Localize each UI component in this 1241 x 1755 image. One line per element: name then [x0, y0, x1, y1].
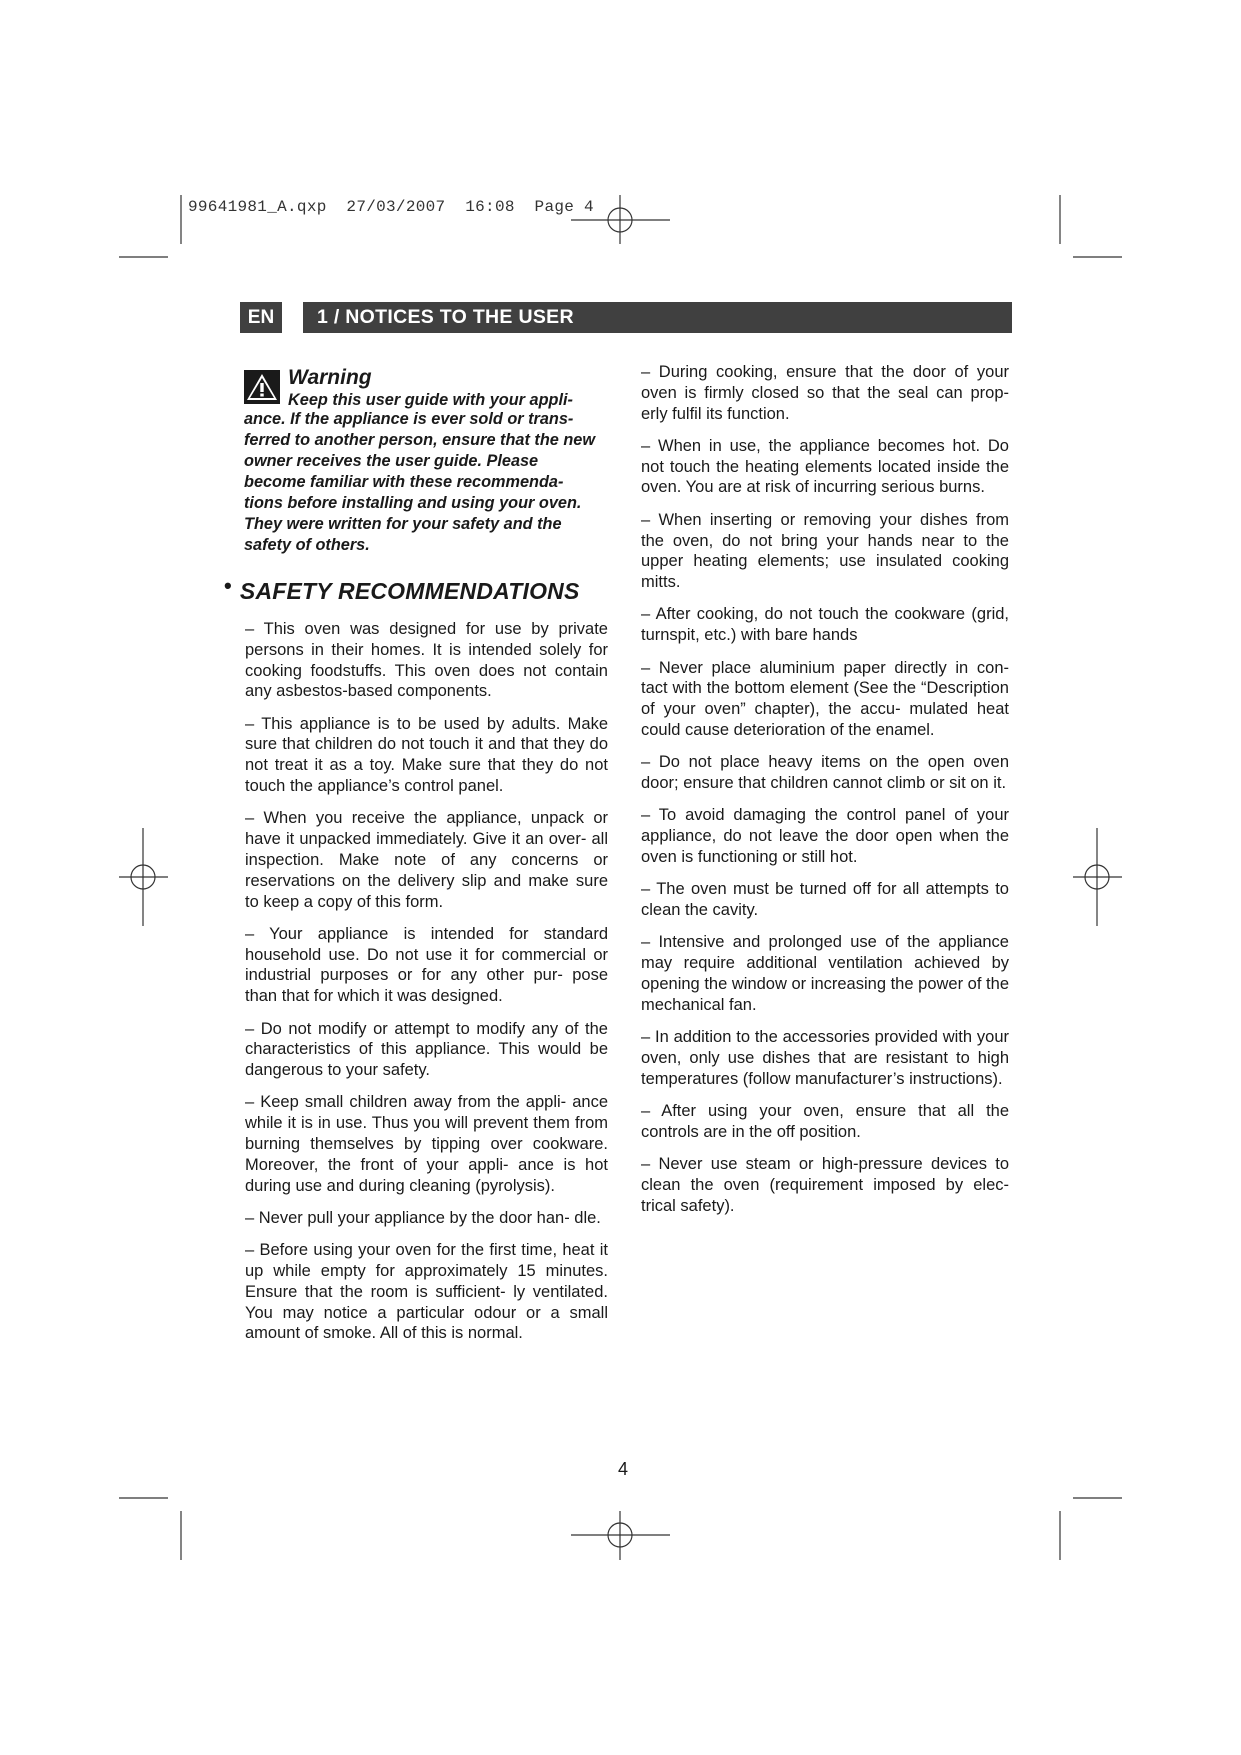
warning-triangle-icon	[244, 370, 280, 404]
paragraph: – During cooking, ensure that the door of your oven is firmly closed so that the seal can prop- erly fulfil its function.	[641, 363, 1009, 423]
warning-text: ance. If the appliance is ever sold or trans- ferred to another person, ensure that the new owner receives the user guide. Please become familiar with these recommenda- tions before installing and using your oven. They were written for your safety and the safety of others.	[244, 410, 596, 554]
paragraph: – Intensive and prolonged use of the appliance may require additional ventilation achieved by opening the window or increasing the power of the mechanical fan.	[641, 933, 1009, 1014]
paragraph: – Before using your oven for the first time, heat it up while empty for approximately 15 minutes. Ensure that the room is sufficient- ly ventilated. You may notice a particular odour or a small amount of smoke. All of this is normal.	[245, 1241, 608, 1343]
paragraph: – After cooking, do not touch the cookware (grid, turnspit, etc.) with bare hands	[641, 605, 1009, 645]
paragraph: – This oven was designed for use by private persons in their homes. It is intended solely for cooking foodstuffs. This oven does not contain any asbestos-based components.	[245, 620, 608, 701]
language-tab: EN	[240, 302, 282, 333]
paragraph: – When inserting or removing your dishes from the oven, do not bring your hands near to the upper heating elements; use insulated cooking mitts.	[641, 510, 1009, 592]
section-title: SAFETY RECOMMENDATIONS	[239, 578, 580, 604]
paragraph: – Keep small children away from the appli- ance while it is in use. Thus you will prevent them from burning themselves by tipping over cookware. Moreover, the front of your appli- ance is hot during use and during cleaning (pyrolysis).	[245, 1093, 608, 1195]
paragraph: – Never use steam or high-pressure devices to clean the oven (requirement imposed by elec- trical safety).	[641, 1155, 1009, 1215]
paragraph: – Never place aluminium paper directly in con- tact with the bottom element (See the “Description of your oven” chapter), the accu- mulated heat could cause deterioration of the enamel.	[641, 658, 1009, 739]
print-slug: 99641981_A.qxp 27/03/2007 16:08 Page 4	[188, 198, 594, 216]
paragraph: – Do not place heavy items on the open oven door; ensure that children cannot climb or sit on it.	[641, 753, 1009, 793]
paragraph: – Never pull your appliance by the door han- dle.	[245, 1208, 601, 1227]
left-column	[245, 619, 608, 1356]
warning-first-line: Keep this user guide with your appli-	[288, 391, 573, 409]
paragraph: – This appliance is to be used by adults. Make sure that children do not touch it and that they do not treat it as a toy. Make sure that they do not touch the appliance’s control panel.	[245, 714, 608, 796]
paragraph: – When you receive the appliance, unpack or have it unpacked immediately. Give it an over- all inspection. Make note of any concerns or reservations on the delivery slip and make sure to keep a copy of this form.	[245, 809, 608, 911]
paragraph: – The oven must be turned off for all attempts to clean the cavity.	[641, 880, 1009, 920]
section-heading	[224, 573, 624, 605]
chapter-title: 1 / NOTICES TO THE USER	[303, 302, 1012, 333]
paragraph: – When in use, the appliance becomes hot. Do not touch the heating elements located inside the oven. You are at risk of incurring serious burns.	[641, 436, 1009, 497]
paragraph: – Do not modify or attempt to modify any of the characteristics of this appliance. This would be dangerous to your safety.	[245, 1019, 608, 1080]
paragraph: – After using your oven, ensure that all the controls are in the off position.	[641, 1101, 1009, 1141]
warning-block	[244, 364, 600, 556]
paragraph: – To avoid damaging the control panel of your appliance, do not leave the door open when the oven is functioning or still hot.	[641, 806, 1009, 866]
right-column	[641, 362, 1009, 1228]
paragraph: – In addition to the accessories provided with your oven, only use dishes that are resistant to high temperatures (follow manufacturer’s instructions).	[641, 1028, 1009, 1088]
page-number: 4	[617, 1459, 628, 1479]
paragraph: – Your appliance is intended for standard household use. Do not use it for commercial or industrial purposes or for any other pur- pose than that for which it was designed.	[245, 924, 608, 1006]
warning-title: Warning	[288, 366, 372, 389]
bullet-icon: •	[224, 573, 232, 598]
